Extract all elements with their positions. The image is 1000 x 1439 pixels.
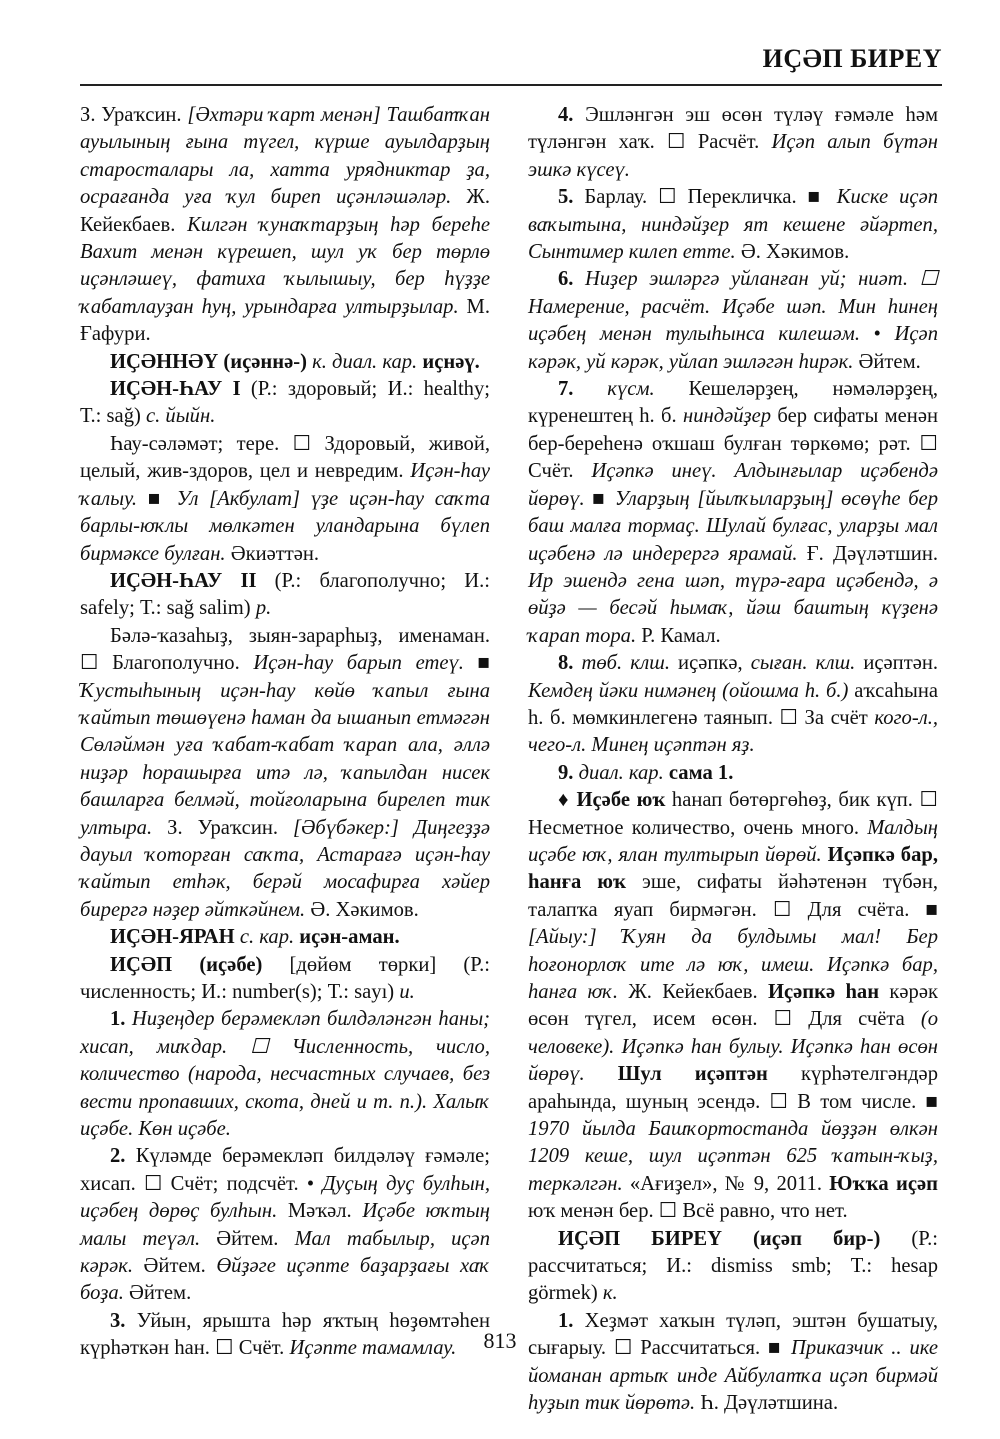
sense-paragraph: 4. Эшләнгән эш өсөн түләү ғәмәле һәм түләнгән хаҡ. ☐ Расчёт. Иҫәп алып бүтән эшкә күсеү. (528, 104, 938, 181)
header-rule (80, 84, 942, 86)
entry-headword-paragraph: ИҪӘП (иҫәбе) [дөйөм төрки] (Р.: численность; И.: number(s); Т.: sayı) и. (80, 953, 490, 1003)
entry-paragraph: З. Ураҡсин. [Әхтәри ҡарт менән] Ташбатҡан ауылының ғына түгел, күрше ауылдарҙың старосталары ла, хатта урядниктар ҙа, осрағанда уға ҡул биреп иҫәнләшәләр. Ж. Кейекбаев. Килгән ҡунаҡтарҙың һәр береһе Вахит менән күрешеп, шул уҡ бер төрлө иҫәнләшеү, фатиха ҡылышыу, бер һүҙҙе ҡабатлауҙан һуң, урындарға ултырҙылар. М. Ғафури. (80, 104, 491, 346)
phrase-paragraph: ♦ Иҫәбе юҡ һанап бөтөргөһөҙ, бик күп. ☐ Несметное количество, очень много. Малдың иҫәбе юҡ, ялан тултырып йөрөй. Иҫәпкә бар, һанға юҡ эше, сифаты йәһәтенән түбән, талапҡа яуап бирмәгән. ☐ Для счёта. ■ [Айыу:] Ҡуян да булдымы мал! Бер һоғонорлоҡ ите лә юҡ, имеш. Иҫәпкә бар, һанға юҡ. Ж. Кейекбаев. Иҫәпкә һан кәрәк өсөн түгел, исем өсөн. ☐ Для счёта (о человеке). Иҫәпкә һан булыу. Иҫәпкә һан өсөн йөрөү. Шул иҫәптән күрһәтелгәндәр араһында, шуның эсендә. ☐ В том числе. ■ 1970 йылда Башҡортостанда йөҙҙән өлкән 1209 кеше, шул иҫәптән 625 ҡатын-ҡыҙ, теркәлгән. «Ағиҙел», № 9, 2011. Юҡҡа иҫәп юҡ менән бер. ☐ Всё равно, что нет. (528, 789, 939, 1223)
page-number: 813 (483, 1328, 517, 1353)
sense-paragraph: 8. төб. клш. иҫәпкә, сыған. клш. иҫәптән. Кемдең йәки нимәнең (ойошма һ. б.) аҡсаһына һ. б. мөмкинлегенә таянып. ☐ За счёт кого-л., чего-л. Минең иҫәптән яҙ. (528, 652, 939, 757)
entry-paragraph: Һау-сәләмәт; тере. ☐ Здоровый, живой, целый, жив-здоров, цел и невредим. Иҫән-һау ҡалыу. ■ Ул [Акбулат] үҙе иҫән-һау саҡта барлы-юҡлы мөлкәтен уландарына бүлеп бирмәксе булған. Әкиәттән. (80, 432, 490, 565)
left-column (80, 102, 490, 1363)
sense-paragraph: 2. Күләмде берәмеклəп билдәләү ғәмәле; хисап. ☐ Счёт; подсчёт. • Дуҫың дуҫ булһын, иҫәбең дөрөҫ булһын. Мәҡәл. Иҫәбе юҡтың малы теүәл. Әйтем. Мал табылыр, иҫәп кәрәк. Әйтем. Өйҙәге иҫәпте баҙарҙағы хаҡ боҙа. Әйтем. (80, 1145, 491, 1305)
entry-headword-paragraph: ИҪӘН-ҺАУ II (Р.: благополучно; И.: safely; Т.: sağ salim) р. (80, 569, 490, 620)
entry-headword-paragraph: ИҪӘН-ЯРАН с. кар. иҫән-аман. (110, 926, 400, 949)
entry-headword-paragraph: ИҪӘН-ҺАУ I (Р.: здоровый; И.: healthy; Т.: sağ) с. йыйн. (80, 378, 490, 428)
entry-headword-paragraph: ИҪӘННӘҮ (иҫәннә-) к. диал. кар. иҫнәү. (110, 350, 480, 373)
right-column (528, 102, 938, 1418)
entry-headword-paragraph: ИҪӘП БИРЕҮ (иҫәп бир-) (Р.: рассчитаться; И.: dismiss smb; Т.: hesap görmek) к. (528, 1227, 938, 1305)
sense-paragraph: 3. Уйын, ярышта һәр яҡтың һөҙөмтәһен күрһәткән һан. ☐ Счёт. Иҫәпте тамамлау. (80, 1309, 490, 1360)
entry-paragraph: Бәлә-ҡазаһыҙ, зыян-зарарһыҙ, именаман. ☐ Благополучно. Иҫән-һау барып етеү. ■ Ҡустыһының иҫән-һау көйө ҡапыл ғына ҡайтып төшөүенә һаман да ышанып етмәгән Сөләймән уға ҡабат-ҡабат ҡарап ала, әллә ниҙәр һорашырға итә лә, ҡапылдан нисек башларға белмәй, тойғоларына бирелеп тик ултыра. З. Ураҡсин. [Әбүбәкер:] Диңгеҙҙә дауыл ҡоторған саҡта, Астарағә иҫән-һау ҡайтып етһәк, берәй мосафирға хәйер бирергә нәҙер әйткәйнем. Ә. Хәкимов. (80, 624, 490, 921)
sense-paragraph: 6. Ниҙер эшләргә уйланған уй; ниәт. ☐ Намерение, расчёт. Иҫәбе шәп. Мин һинең иҫәбең менән тулыһынса килешәм. • Иҫәп кәрәк, уй кәрәк, уйлап эшләгән һирәк. Әйтем. (528, 268, 939, 373)
sense-paragraph: 1. Хеҙмәт хаҡын түләп, эштән бушатыу, сығарыу. ☐ Рассчитаться. ■ Приказчик .. ике йоманан артыҡ инде Айбулатҡа иҫәп бирмәй һуҙып тик йөрөтә. Һ. Дәүләтшина. (528, 1309, 938, 1415)
running-head: ИҪӘП БИРЕҮ (762, 44, 942, 73)
sense-paragraph: 5. Барлау. ☐ Перекличка. ■ Киске иҫәп ваҡытына, ниндәйҙер ят кешене әйәртеп, Сынтимер килеп етте. Ә. Хәкимов. (528, 186, 939, 264)
sense-paragraph: 7. күсм. Кешеләрҙең, нәмәләрҙең, күренештең һ. б. ниндәйҙер бер сифаты менән бер-береһенә оҡшаш булған төркөмө; рәт. ☐ Счёт. Иҫәпкә инеү. Алдынғылар иҫәбендә йөрөү. ■ Уларҙың [йылҡыларҙың] өсөүһе бер баш малға тормаҫ. Шулай булғас, уларҙы мал иҫәбенә лә индерергә ярамай. Ғ. Дәүләтшин. Ир эшендә гена шәп, түрә-ғара иҫәбендә, ә өйҙә — бесәй һымаҡ, йәш баштың күҙенә ҡарап тора. Р. Камал. (528, 378, 939, 647)
sense-paragraph: 1. Ниҙеңдер берәмеклəп билдәләнгән һаны; хисап, миҡдар. ☐ Численность, число, количество (народа, несчастных случаев, без вести пропавших, скота, дней и т. п.). Халыҡ иҫәбе. Көн иҫәбе. (80, 1008, 491, 1141)
sense-paragraph: 9. диал. кар. сама 1. (558, 761, 734, 784)
